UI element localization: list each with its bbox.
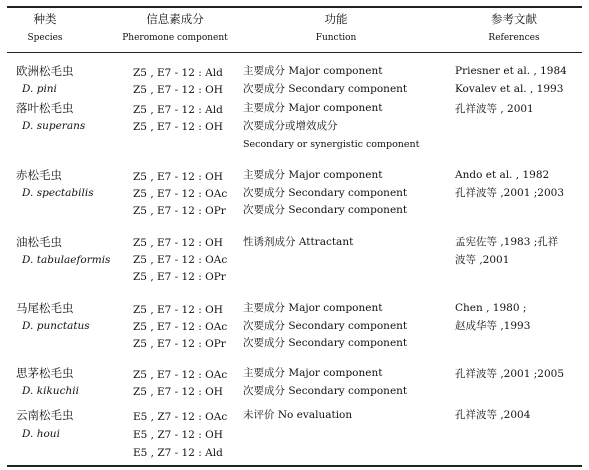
- function-text: 主要成分 Major component: [243, 302, 383, 314]
- species-name-zh: 赤松毛虫: [16, 168, 62, 182]
- function-text: 主要成分 Major component: [243, 102, 383, 114]
- reference-text: 波等 ,2001: [455, 254, 510, 266]
- species-name-latin: D. punctatus: [22, 320, 90, 332]
- pheromone-component: Z5 , E7 - 12 : OAc: [133, 188, 228, 200]
- header-species-zh: 种类: [33, 12, 57, 26]
- header-rule: [7, 52, 582, 53]
- species-name-zh: 马尾松毛虫: [16, 301, 74, 315]
- header-function-en: Function: [315, 33, 357, 43]
- function-text: 次要成分 Secondary component: [243, 385, 408, 397]
- pheromone-component: E5 , Z7 - 12 : OH: [133, 429, 223, 441]
- pheromone-component: E5 , Z7 - 12 : Ald: [133, 447, 223, 459]
- header-references-zh: 参考文献: [491, 12, 537, 26]
- reference-text: 孔祥波等 ,2001 ;2005: [455, 368, 564, 380]
- function-text: Secondary or synergistic component: [243, 139, 420, 150]
- pheromone-component: E5 , Z7 - 12 : OAc: [133, 411, 228, 423]
- pheromone-component: Z5 , E7 - 12 : OAc: [133, 369, 228, 381]
- reference-text: 赵成华等 ,1993: [455, 320, 531, 332]
- pheromone-component: Z5 , E7 - 12 : Ald: [133, 104, 223, 116]
- species-name-zh: 落叶松毛虫: [16, 101, 74, 115]
- reference-text: Kovalev et al. , 1993: [455, 83, 564, 95]
- reference-text: Priesner et al. , 1984: [455, 65, 567, 77]
- pheromone-component: Z5 , E7 - 12 : OH: [133, 84, 223, 96]
- species-name-latin: D. tabulaeformis: [22, 254, 111, 266]
- species-name-zh: 云南松毛虫: [16, 408, 74, 422]
- pheromone-component: Z5 , E7 - 12 : OH: [133, 237, 223, 249]
- reference-text: 孟宪佐等 ,1983 ;孔祥: [455, 236, 559, 248]
- header-pheromone-zh: 信息素成分: [146, 12, 204, 26]
- reference-text: 孔祥波等 ,2004: [455, 409, 531, 421]
- pheromone-component: Z5 , E7 - 12 : Ald: [133, 67, 223, 79]
- function-text: 次要成分 Secondary component: [243, 320, 408, 332]
- bottom-rule: [7, 465, 582, 467]
- reference-text: Chen , 1980 ;: [455, 302, 527, 314]
- pheromone-component: Z5 , E7 - 12 : OAc: [133, 321, 228, 333]
- species-name-latin: D. kikuchii: [22, 385, 79, 397]
- function-text: 次要成分 Secondary component: [243, 204, 408, 216]
- pheromone-component: Z5 , E7 - 12 : OPr: [133, 271, 226, 283]
- function-text: 主要成分 Major component: [243, 65, 383, 77]
- species-name-zh: 思茅松毛虫: [16, 366, 74, 380]
- reference-text: 孔祥波等 ,2001 ;2003: [455, 187, 564, 199]
- function-text: 未评价 No evaluation: [243, 409, 353, 421]
- pheromone-component: Z5 , E7 - 12 : OH: [133, 386, 223, 398]
- reference-text: Ando et al. , 1982: [455, 169, 550, 181]
- pheromone-component: Z5 , E7 - 12 : OPr: [133, 205, 226, 217]
- pheromone-component: Z5 , E7 - 12 : OH: [133, 304, 223, 316]
- species-name-latin: D. spectabilis: [22, 187, 94, 199]
- species-name-zh: 欧洲松毛虫: [16, 64, 74, 78]
- header-pheromone-en: Pheromone component: [122, 33, 228, 43]
- function-text: 次要成分或增效成分: [243, 120, 338, 132]
- pheromone-component: Z5 , E7 - 12 : OH: [133, 171, 223, 183]
- function-text: 次要成分 Secondary component: [243, 337, 408, 349]
- species-name-zh: 油松毛虫: [16, 235, 62, 249]
- species-name-latin: D. pini: [22, 83, 57, 95]
- function-text: 性诱剂成分 Attractant: [243, 236, 354, 248]
- function-text: 主要成分 Major component: [243, 367, 383, 379]
- pheromone-component: Z5 , E7 - 12 : OAc: [133, 254, 228, 266]
- species-name-latin: D. houi: [22, 428, 60, 440]
- reference-text: 孔祥波等 , 2001: [455, 103, 534, 115]
- header-species-en: Species: [27, 33, 63, 43]
- function-text: 次要成分 Secondary component: [243, 187, 408, 199]
- header-references-en: References: [488, 33, 540, 43]
- top-rule: [7, 6, 582, 8]
- function-text: 主要成分 Major component: [243, 169, 383, 181]
- function-text: 次要成分 Secondary component: [243, 83, 408, 95]
- pheromone-component: Z5 , E7 - 12 : OH: [133, 121, 223, 133]
- header-function-zh: 功能: [324, 12, 348, 26]
- species-name-latin: D. superans: [22, 120, 86, 132]
- pheromone-component: Z5 , E7 - 12 : OPr: [133, 338, 226, 350]
